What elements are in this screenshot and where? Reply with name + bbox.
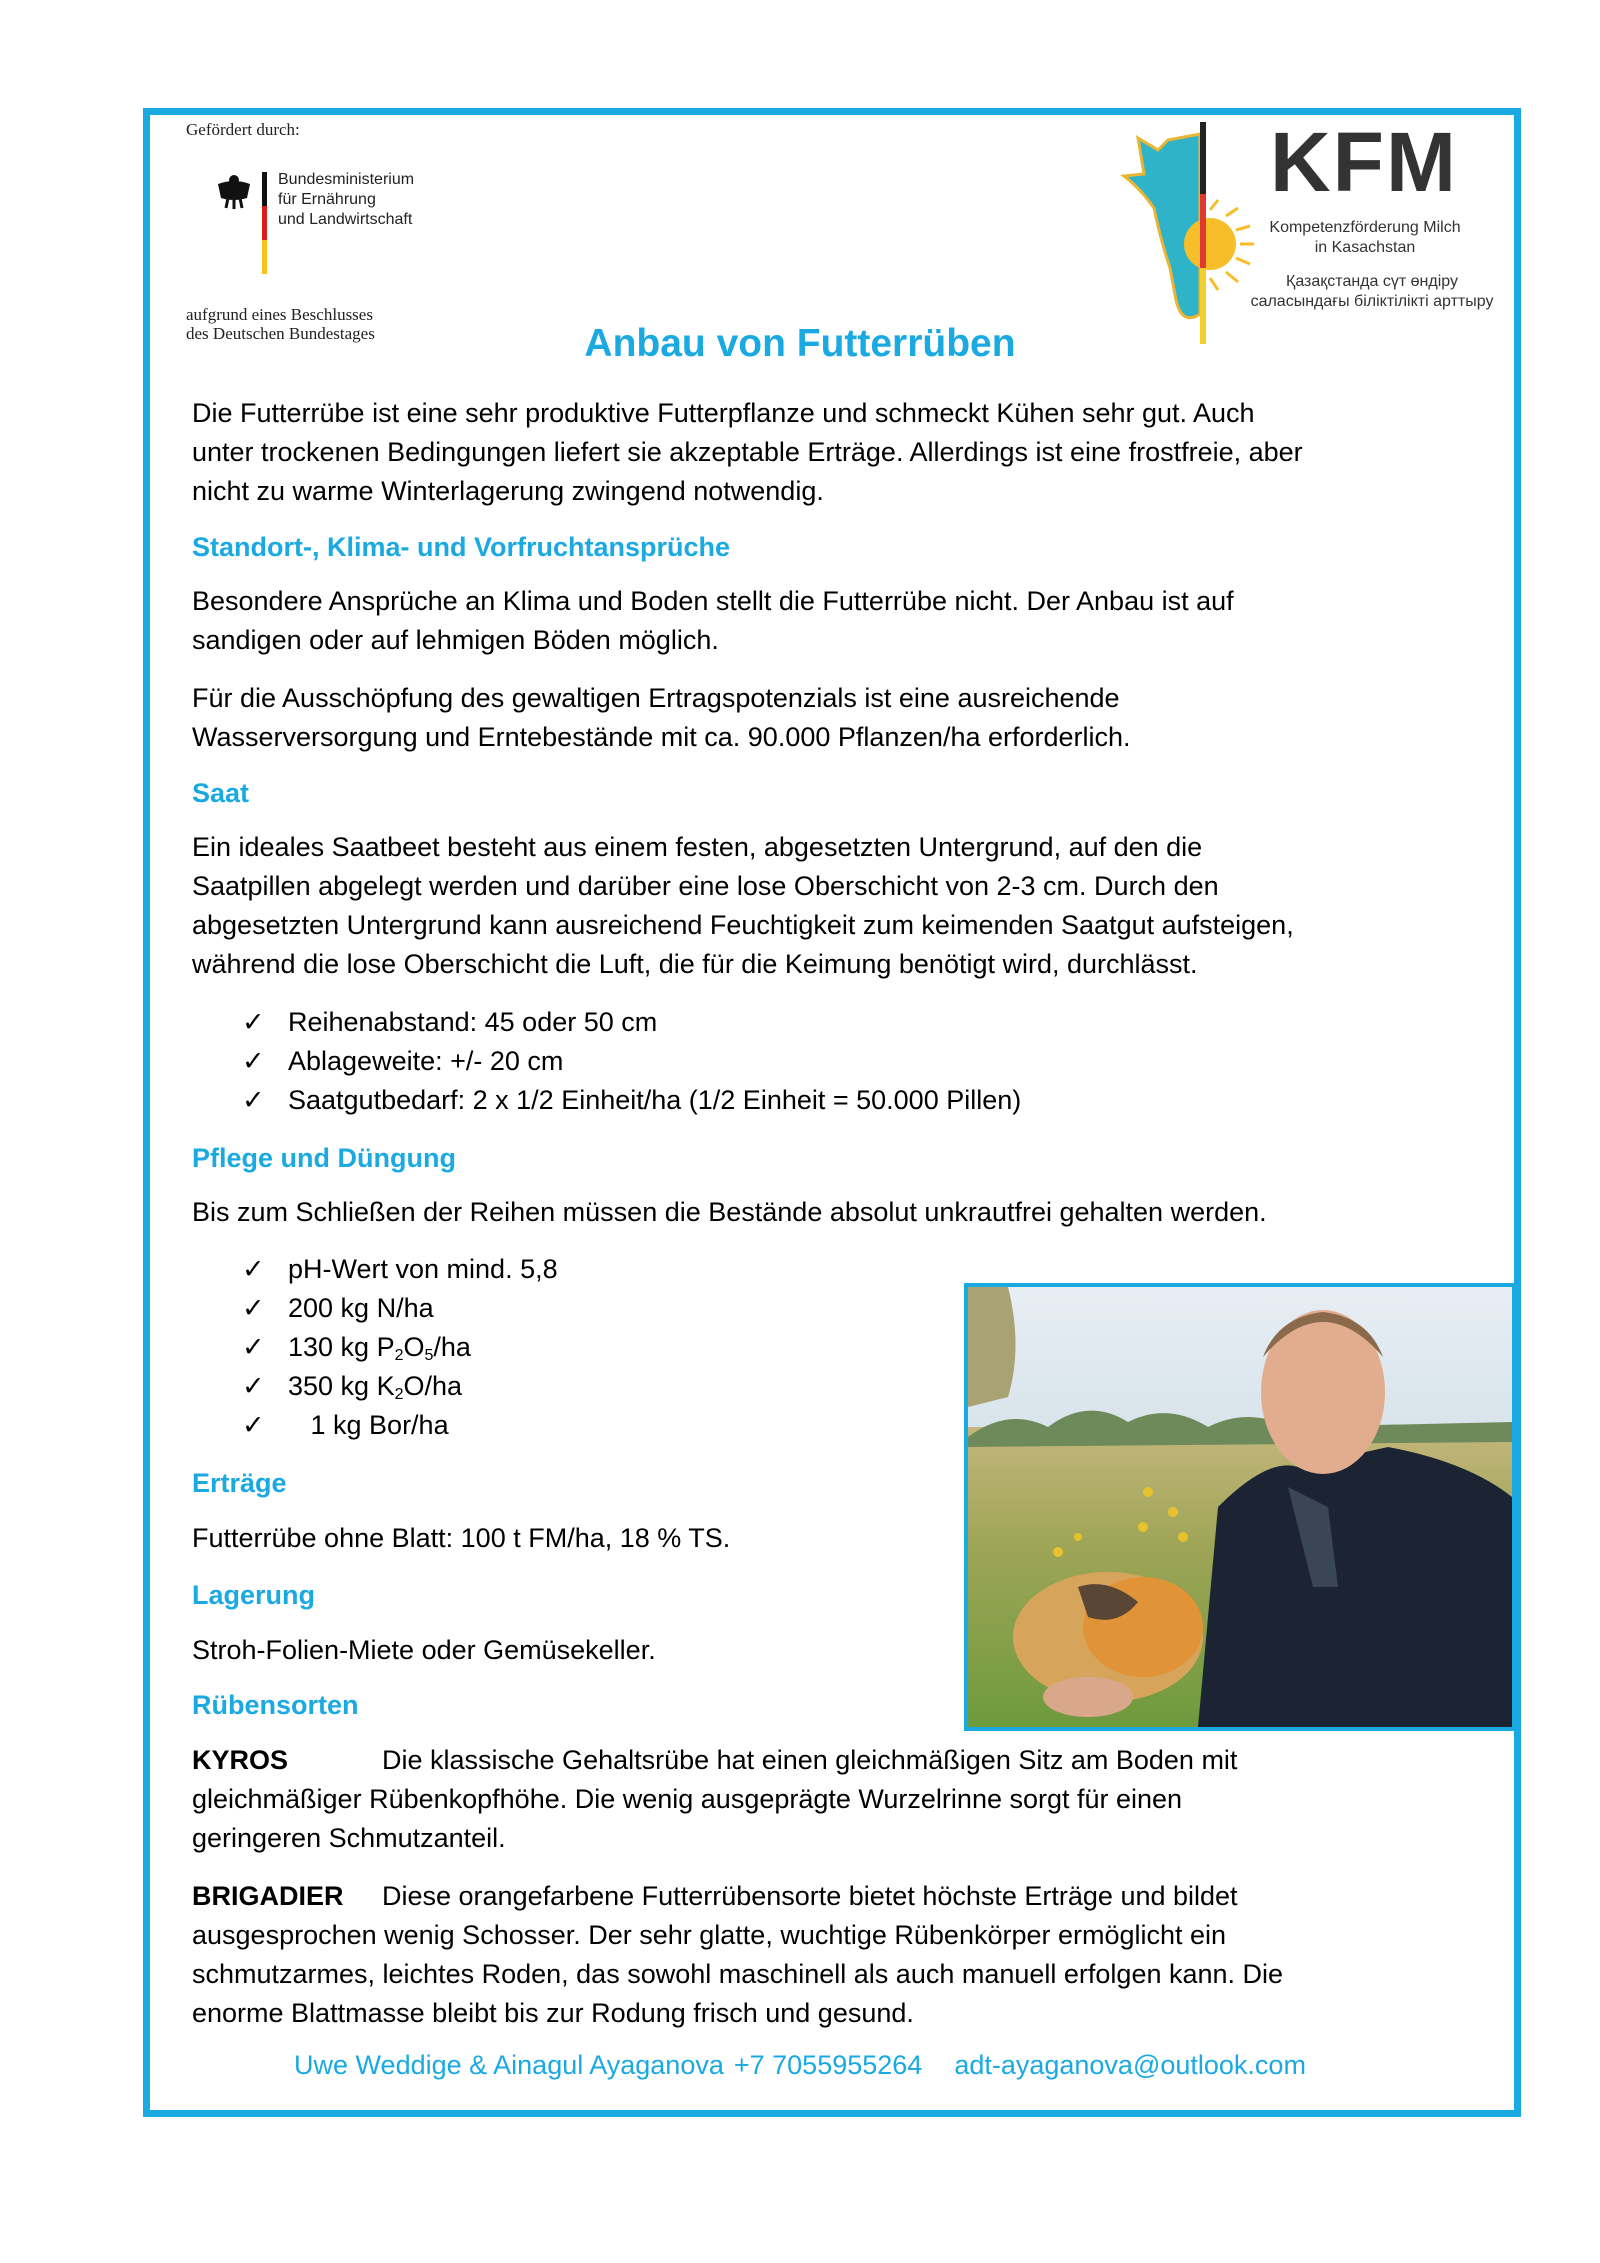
brigadier-line: ausgesprochen wenig Schosser. Der sehr glatte, wuchtige Rübenkörper ermöglicht ein — [192, 1920, 1227, 1950]
funder-label: Gefördert durch: — [186, 120, 300, 139]
heading-standort: Standort-, Klima- und Vorfruchtansprüche — [192, 532, 731, 562]
checkmark-icon: ✓ — [242, 1085, 265, 1115]
list-item — [242, 1328, 471, 1367]
federal-eagle-icon — [214, 172, 254, 212]
list-item-text: 130 kg P — [288, 1332, 395, 1362]
list-item-text: O — [403, 1332, 425, 1362]
list-item-text: pH-Wert von mind. 5,8 — [288, 1254, 558, 1284]
kfm-kazakh-line: Қазақстанда сүт өндіру — [1286, 273, 1458, 290]
contact-footer — [0, 2050, 1600, 2081]
heading-lagerung: Lagerung — [192, 1580, 316, 1610]
standort-line: Wasserversorgung und Erntebestände mit ca. 90.000 Pflanzen/ha erforderlich. — [192, 722, 1131, 752]
kyros-text: Die klassische Gehaltsrübe hat einen gleichmäßigen Sitz am Boden mit — [382, 1745, 1238, 1775]
kfm-kazakh-subtitle — [1222, 272, 1522, 312]
kfm-acronym: KFM — [1270, 115, 1458, 209]
checkmark-icon: ✓ — [242, 1410, 265, 1440]
standort-line: sandigen oder auf lehmigen Böden möglich. — [192, 625, 719, 655]
lagerung-text: Stroh-Folien-Miete oder Gemüsekeller. — [192, 1635, 656, 1665]
list-item-text: Saatgutbedarf: 2 x 1/2 Einheit/ha (1/2 Einheit = 50.000 Pillen) — [288, 1085, 1022, 1115]
list-item — [242, 1367, 462, 1406]
checkmark-icon: ✓ — [242, 1254, 265, 1284]
ministry-name — [278, 170, 478, 230]
brigadier-line — [192, 1877, 1238, 1916]
ministry-line: Bundesministerium — [278, 171, 415, 188]
list-item — [242, 1042, 563, 1081]
list-item — [242, 1250, 558, 1289]
contact-names: Uwe Weddige & Ainagul Ayaganova — [294, 2050, 724, 2080]
variety-name: BRIGADIER — [192, 1881, 344, 1911]
saat-line: während die lose Oberschicht die Luft, die für die Keimung benötigt wird, durchlässt. — [192, 949, 1198, 979]
page-title: Anbau von Futterrüben — [584, 322, 1016, 365]
heading-pflege: Pflege und Düngung — [192, 1143, 456, 1173]
checkmark-icon: ✓ — [242, 1046, 265, 1076]
contact-email[interactable]: adt-ayaganova@outlook.com — [954, 2050, 1306, 2080]
checkmark-icon: ✓ — [242, 1007, 265, 1037]
saat-line: abgesetzten Untergrund kann ausreichend Feuchtigkeit zum keimenden Saatgut aufsteigen, — [192, 910, 1294, 940]
subscript: 2 — [394, 1347, 404, 1364]
standort-line: Besondere Ansprüche an Klima und Boden stellt die Futterrübe nicht. Der Anbau ist auf — [192, 586, 1234, 616]
saat-line: Ein ideales Saatbeet besteht aus einem festen, abgesetzten Untergrund, auf den die — [192, 832, 1203, 862]
ministry-line: und Landwirtschaft — [278, 211, 413, 228]
kyros-line: geringeren Schmutzanteil. — [192, 1823, 506, 1853]
subscript: 2 — [394, 1386, 404, 1403]
bundestag-line: aufgrund eines Beschlusses — [186, 305, 373, 324]
intro-line: nicht zu warme Winterlagerung zwingend notwendig. — [192, 476, 824, 506]
list-item — [242, 1003, 657, 1042]
kyros-line — [192, 1741, 1238, 1780]
checkmark-icon: ✓ — [242, 1332, 265, 1362]
saat-line: Saatpillen abgelegt werden und darüber eine lose Oberschicht von 2-3 cm. Durch den — [192, 871, 1219, 901]
checkmark-icon: ✓ — [242, 1293, 265, 1323]
farmer-beet-photo — [964, 1283, 1516, 1731]
subscript: 5 — [424, 1347, 434, 1364]
bundestag-line: des Deutschen Bundestages — [186, 324, 375, 343]
brigadier-line: enorme Blattmasse bleibt bis zur Rodung frisch und gesund. — [192, 1998, 914, 2028]
list-item-text: 350 kg K — [288, 1371, 395, 1401]
list-item-text: Ablageweite: +/- 20 cm — [288, 1046, 564, 1076]
standort-line: Für die Ausschöpfung des gewaltigen Ertragspotenzials ist eine ausreichende — [192, 683, 1120, 713]
list-item-text: O/ha — [403, 1371, 463, 1401]
heading-sorten: Rübensorten — [192, 1690, 359, 1720]
heading-ertraege: Erträge — [192, 1468, 287, 1498]
kfm-subtitle — [1255, 218, 1475, 258]
kfm-kazakh-line: саласындағы біліктілікті арттыру — [1250, 293, 1494, 310]
list-item-text: /ha — [433, 1332, 471, 1362]
list-item-text: 200 kg N/ha — [288, 1293, 434, 1323]
intro-line: Die Futterrübe ist eine sehr produktive Futterpflanze und schmeckt Kühen sehr gut. Auch — [192, 398, 1255, 428]
heading-saat: Saat — [192, 778, 250, 808]
brigadier-text: Diese orangefarbene Futterrübensorte bietet höchste Erträge und bildet — [382, 1881, 1238, 1911]
kyros-line: gleichmäßiger Rübenkopfhöhe. Die wenig ausgeprägte Wurzelrinne sorgt für einen — [192, 1784, 1183, 1814]
list-item — [242, 1289, 434, 1328]
photo-illustration — [968, 1287, 1512, 1727]
variety-name: KYROS — [192, 1745, 289, 1775]
ertraege-text: Futterrübe ohne Blatt: 100 t FM/ha, 18 % TS. — [192, 1523, 731, 1553]
kfm-subtitle-line: Kompetenzförderung Milch — [1269, 219, 1461, 236]
pflege-line: Bis zum Schließen der Reihen müssen die Bestände absolut unkrautfrei gehalten werden. — [192, 1197, 1267, 1227]
intro-line: unter trockenen Bedingungen liefert sie akzeptable Erträge. Allerdings ist eine frostfreie, aber — [192, 437, 1303, 467]
list-item — [242, 1406, 449, 1445]
brigadier-line: schmutzarmes, leichtes Roden, das sowohl maschinell als auch manuell erfolgen kann. Die — [192, 1959, 1284, 1989]
kfm-subtitle-line: in Kasachstan — [1314, 239, 1416, 256]
ministry-line: für Ernährung — [278, 191, 376, 208]
list-item-text: 1 kg Bor/ha — [288, 1410, 449, 1440]
list-item-text: Reihenabstand: 45 oder 50 cm — [288, 1007, 658, 1037]
list-item — [242, 1081, 1021, 1120]
contact-phone[interactable]: +7 7055955264 — [733, 2050, 923, 2080]
checkmark-icon: ✓ — [242, 1371, 265, 1401]
german-flag-bar — [262, 172, 267, 274]
